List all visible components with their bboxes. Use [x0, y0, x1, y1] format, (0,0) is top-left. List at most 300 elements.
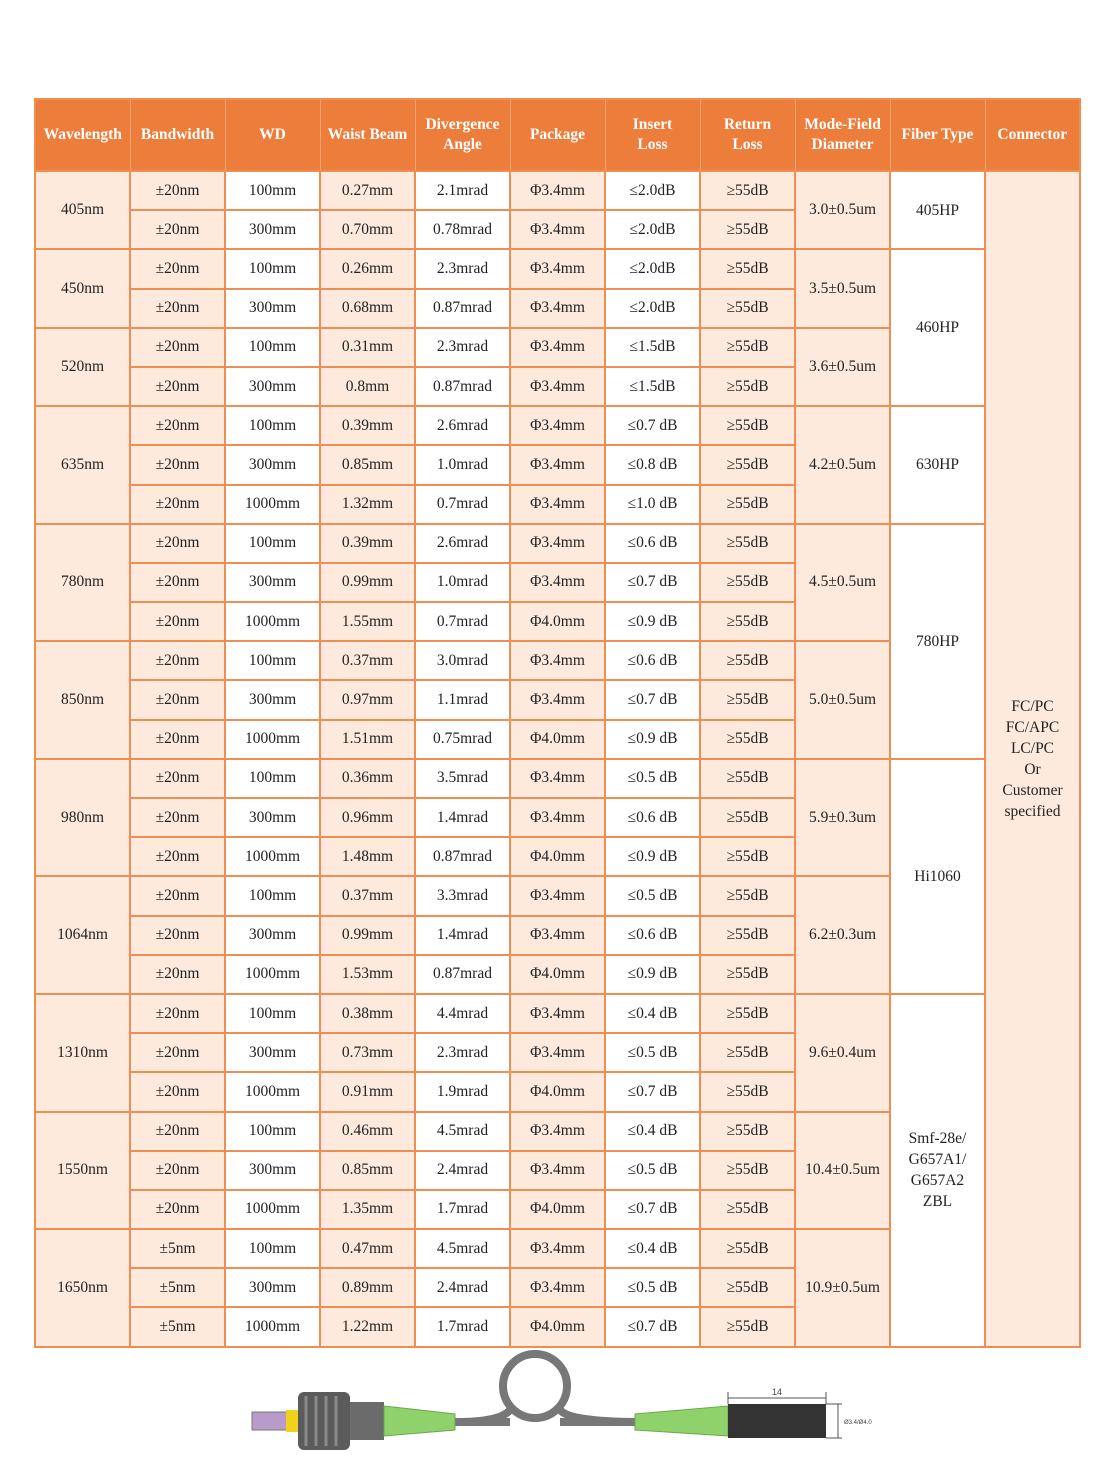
bandwidth-cell: ±20nm — [130, 289, 225, 328]
bandwidth-cell: ±20nm — [130, 837, 225, 876]
package-cell: Φ3.4mm — [510, 485, 605, 524]
insert-loss-cell: ≤2.0dB — [605, 210, 700, 249]
bandwidth-cell: ±20nm — [130, 210, 225, 249]
return-loss-cell: ≥55dB — [700, 406, 795, 445]
package-cell: Φ3.4mm — [510, 524, 605, 563]
waist-beam-cell: 1.51mm — [320, 720, 415, 759]
package-cell: Φ3.4mm — [510, 445, 605, 484]
connector-key — [286, 1410, 298, 1432]
wavelength-cell: 1310nm — [35, 994, 130, 1112]
package-cell: Φ3.4mm — [510, 289, 605, 328]
divergence-angle-cell: 4.5mrad — [415, 1229, 510, 1268]
insert-loss-cell: ≤0.7 dB — [605, 1307, 700, 1346]
bandwidth-cell: ±20nm — [130, 955, 225, 994]
bandwidth-cell: ±20nm — [130, 602, 225, 641]
waist-beam-cell: 0.37mm — [320, 876, 415, 915]
waist-beam-cell: 0.85mm — [320, 1151, 415, 1190]
wd-cell: 100mm — [225, 249, 320, 288]
divergence-angle-cell: 2.3mrad — [415, 1033, 510, 1072]
waist-beam-cell: 0.8mm — [320, 367, 415, 406]
divergence-angle-cell: 2.4mrad — [415, 1151, 510, 1190]
wd-cell: 1000mm — [225, 1190, 320, 1229]
return-loss-cell: ≥55dB — [700, 171, 795, 210]
dimension-label: 14 — [771, 1387, 783, 1397]
wd-cell: 300mm — [225, 445, 320, 484]
right-boot — [635, 1406, 728, 1436]
divergence-angle-cell: 1.9mrad — [415, 1072, 510, 1111]
insert-loss-cell: ≤0.5 dB — [605, 1151, 700, 1190]
bandwidth-cell: ±20nm — [130, 876, 225, 915]
cable-left — [455, 1418, 510, 1426]
return-loss-cell: ≥55dB — [700, 328, 795, 367]
return-loss-cell: ≥55dB — [700, 876, 795, 915]
cell-text-line: FC/APC — [1005, 718, 1060, 736]
package-cell: Φ3.4mm — [510, 328, 605, 367]
waist-beam-cell: 0.39mm — [320, 406, 415, 445]
return-loss-cell: ≥55dB — [700, 994, 795, 1033]
cell-text-line: Hi1060 — [914, 867, 961, 885]
cell-text-line: Bandwidth — [140, 126, 215, 143]
bandwidth-cell: ±20nm — [130, 485, 225, 524]
divergence-angle-cell: 3.5mrad — [415, 759, 510, 798]
waist-beam-cell: 0.26mm — [320, 249, 415, 288]
package-cell: Φ3.4mm — [510, 916, 605, 955]
divergence-angle-cell: 1.0mrad — [415, 563, 510, 602]
wavelength-cell: 780nm — [35, 524, 130, 642]
bandwidth-cell: ±20nm — [130, 1190, 225, 1229]
table-row — [35, 249, 1080, 288]
wd-cell: 1000mm — [225, 955, 320, 994]
bandwidth-cell: ±20nm — [130, 249, 225, 288]
cell-text-line: specified — [1004, 802, 1061, 820]
return-loss-cell: ≥55dB — [700, 1190, 795, 1229]
return-loss-cell: ≥55dB — [700, 1112, 795, 1151]
divergence-angle-cell: 0.87mrad — [415, 837, 510, 876]
column-header-waist-beam — [320, 99, 415, 171]
divergence-angle-cell: 0.7mrad — [415, 602, 510, 641]
divergence-angle-cell: 0.87mrad — [415, 289, 510, 328]
divergence-angle-cell: 2.6mrad — [415, 406, 510, 445]
cell-text-line: Divergence — [425, 116, 500, 133]
package-cell: Φ4.0mm — [510, 1307, 605, 1346]
return-loss-cell: ≥55dB — [700, 641, 795, 680]
cell-text-line: 630HP — [915, 456, 960, 474]
divergence-angle-cell: 0.7mrad — [415, 485, 510, 524]
cell-text-line: Fiber Type — [901, 126, 974, 143]
wd-cell: 100mm — [225, 171, 320, 210]
insert-loss-cell: ≤0.7 dB — [605, 406, 700, 445]
column-header-package — [510, 99, 605, 171]
insert-loss-cell: ≤0.7 dB — [605, 1190, 700, 1229]
package-cell: Φ3.4mm — [510, 759, 605, 798]
fiber-type-cell — [890, 994, 985, 1347]
return-loss-cell: ≥55dB — [700, 955, 795, 994]
insert-loss-cell: ≤0.4 dB — [605, 994, 700, 1033]
wd-cell: 1000mm — [225, 1072, 320, 1111]
waist-beam-cell: 1.35mm — [320, 1190, 415, 1229]
return-loss-cell: ≥55dB — [700, 1229, 795, 1268]
insert-loss-cell: ≤2.0dB — [605, 289, 700, 328]
fiber-collimator-figure — [240, 1340, 880, 1460]
mode-field-diameter-cell: 5.9±0.3um — [795, 759, 890, 877]
cell-text-line: Or — [1024, 760, 1041, 778]
package-cell: Φ4.0mm — [510, 837, 605, 876]
wd-cell: 100mm — [225, 759, 320, 798]
wd-cell: 300mm — [225, 210, 320, 249]
return-loss-cell: ≥55dB — [700, 1033, 795, 1072]
fiber-type-cell — [890, 171, 985, 249]
wavelength-cell: 1064nm — [35, 876, 130, 994]
bandwidth-cell: ±5nm — [130, 1229, 225, 1268]
waist-beam-cell: 0.70mm — [320, 210, 415, 249]
bandwidth-cell: ±20nm — [130, 641, 225, 680]
wavelength-cell: 1550nm — [35, 1112, 130, 1230]
divergence-angle-cell: 0.78mrad — [415, 210, 510, 249]
cell-text-line: Connector — [997, 126, 1068, 143]
package-cell: Φ3.4mm — [510, 1112, 605, 1151]
wavelength-cell: 980nm — [35, 759, 130, 877]
wd-cell: 300mm — [225, 367, 320, 406]
column-header-bandwidth — [130, 99, 225, 171]
divergence-angle-cell: 2.1mrad — [415, 171, 510, 210]
cell-text-line: Package — [529, 126, 586, 143]
package-cell: Φ3.4mm — [510, 406, 605, 445]
divergence-angle-cell: 1.0mrad — [415, 445, 510, 484]
return-loss-cell: ≥55dB — [700, 602, 795, 641]
column-header-fiber-type — [890, 99, 985, 171]
return-loss-cell: ≥55dB — [700, 680, 795, 719]
wd-cell: 1000mm — [225, 837, 320, 876]
mode-field-diameter-cell: 4.5±0.5um — [795, 524, 890, 642]
bandwidth-cell: ±20nm — [130, 916, 225, 955]
divergence-angle-cell: 1.4mrad — [415, 916, 510, 955]
package-cell: Φ3.4mm — [510, 641, 605, 680]
wd-cell: 100mm — [225, 328, 320, 367]
insert-loss-cell: ≤0.4 dB — [605, 1229, 700, 1268]
bandwidth-cell: ±20nm — [130, 563, 225, 602]
wavelength-cell: 450nm — [35, 249, 130, 327]
package-cell: Φ4.0mm — [510, 1072, 605, 1111]
package-cell: Φ4.0mm — [510, 720, 605, 759]
divergence-angle-cell: 1.4mrad — [415, 798, 510, 837]
return-loss-cell: ≥55dB — [700, 249, 795, 288]
package-cell: Φ3.4mm — [510, 1268, 605, 1307]
insert-loss-cell: ≤0.7 dB — [605, 563, 700, 602]
bandwidth-cell: ±20nm — [130, 759, 225, 798]
return-loss-cell: ≥55dB — [700, 720, 795, 759]
return-loss-cell: ≥55dB — [700, 1151, 795, 1190]
bandwidth-cell: ±20nm — [130, 1112, 225, 1151]
insert-loss-cell: ≤0.5 dB — [605, 876, 700, 915]
waist-beam-cell: 0.46mm — [320, 1112, 415, 1151]
bandwidth-cell: ±20nm — [130, 1033, 225, 1072]
insert-loss-cell: ≤0.7 dB — [605, 680, 700, 719]
cell-text-line: 405HP — [915, 201, 960, 219]
mode-field-diameter-cell: 10.9±0.5um — [795, 1229, 890, 1347]
insert-loss-cell: ≤0.6 dB — [605, 524, 700, 563]
wd-cell: 100mm — [225, 641, 320, 680]
return-loss-cell: ≥55dB — [700, 367, 795, 406]
insert-loss-cell: ≤0.9 dB — [605, 837, 700, 876]
waist-beam-cell: 0.99mm — [320, 563, 415, 602]
cell-text-line: Loss — [732, 136, 763, 153]
return-loss-cell: ≥55dB — [700, 759, 795, 798]
package-cell: Φ3.4mm — [510, 563, 605, 602]
cell-text-line: Waist Beam — [327, 126, 408, 143]
fiber-type-cell — [890, 524, 985, 759]
cell-text-line: Smf-28e/ — [908, 1130, 967, 1148]
waist-beam-cell: 1.53mm — [320, 955, 415, 994]
left-boot — [384, 1406, 455, 1436]
waist-beam-cell: 0.38mm — [320, 994, 415, 1033]
column-header-connector — [985, 99, 1080, 171]
package-cell: Φ3.4mm — [510, 994, 605, 1033]
waist-beam-cell: 0.39mm — [320, 524, 415, 563]
spec-table — [34, 98, 1081, 1348]
wd-cell: 1000mm — [225, 720, 320, 759]
fiber-type-cell — [890, 759, 985, 994]
waist-beam-cell: 0.31mm — [320, 328, 415, 367]
column-header-insert-loss — [605, 99, 700, 171]
cell-text-line: G657A1/ — [908, 1151, 967, 1169]
wavelength-cell: 520nm — [35, 328, 130, 406]
package-cell: Φ3.4mm — [510, 171, 605, 210]
waist-beam-cell: 0.96mm — [320, 798, 415, 837]
divergence-angle-cell: 0.87mrad — [415, 955, 510, 994]
cell-text-line: Diameter — [811, 136, 874, 153]
divergence-angle-cell: 0.75mrad — [415, 720, 510, 759]
package-cell: Φ3.4mm — [510, 1229, 605, 1268]
collimator-tube — [728, 1404, 826, 1438]
bandwidth-cell: ±20nm — [130, 171, 225, 210]
table-body — [35, 171, 1080, 1347]
waist-beam-cell: 1.22mm — [320, 1307, 415, 1346]
cell-text-line: 460HP — [915, 319, 960, 337]
divergence-angle-cell: 1.1mrad — [415, 680, 510, 719]
insert-loss-cell: ≤2.0dB — [605, 249, 700, 288]
waist-beam-cell: 0.36mm — [320, 759, 415, 798]
divergence-angle-cell: 2.4mrad — [415, 1268, 510, 1307]
divergence-angle-cell: 1.7mrad — [415, 1190, 510, 1229]
wd-cell: 100mm — [225, 1112, 320, 1151]
insert-loss-cell: ≤0.9 dB — [605, 602, 700, 641]
insert-loss-cell: ≤0.6 dB — [605, 798, 700, 837]
bandwidth-cell: ±20nm — [130, 1072, 225, 1111]
bandwidth-cell: ±5nm — [130, 1307, 225, 1346]
package-cell: Φ4.0mm — [510, 602, 605, 641]
return-loss-cell: ≥55dB — [700, 445, 795, 484]
waist-beam-cell: 0.91mm — [320, 1072, 415, 1111]
return-loss-cell: ≥55dB — [700, 563, 795, 602]
insert-loss-cell: ≤0.9 dB — [605, 720, 700, 759]
wavelength-cell: 635nm — [35, 406, 130, 524]
wd-cell: 100mm — [225, 406, 320, 445]
cell-text-line: G657A2 — [910, 1172, 965, 1190]
package-cell: Φ3.4mm — [510, 876, 605, 915]
mode-field-diameter-cell: 3.5±0.5um — [795, 249, 890, 327]
waist-beam-cell: 1.48mm — [320, 837, 415, 876]
cell-text-line: LC/PC — [1010, 739, 1055, 757]
package-cell: Φ3.4mm — [510, 367, 605, 406]
connector-body — [350, 1402, 384, 1440]
wd-cell: 100mm — [225, 524, 320, 563]
return-loss-cell: ≥55dB — [700, 798, 795, 837]
insert-loss-cell: ≤0.6 dB — [605, 641, 700, 680]
insert-loss-cell: ≤0.5 dB — [605, 1268, 700, 1307]
wd-cell: 300mm — [225, 798, 320, 837]
return-loss-cell: ≥55dB — [700, 1268, 795, 1307]
wd-cell: 300mm — [225, 1268, 320, 1307]
cell-text-line: WD — [259, 126, 286, 143]
table-row — [35, 171, 1080, 210]
mode-field-diameter-cell: 3.0±0.5um — [795, 171, 890, 249]
insert-loss-cell: ≤0.6 dB — [605, 916, 700, 955]
cable-loop — [503, 1354, 567, 1418]
wd-cell: 300mm — [225, 563, 320, 602]
fiber-type-cell — [890, 406, 985, 524]
diameter-label: Ø3.4/Ø4.0 — [844, 1420, 872, 1426]
insert-loss-cell: ≤0.5 dB — [605, 1033, 700, 1072]
bandwidth-cell: ±20nm — [130, 720, 225, 759]
waist-beam-cell: 0.68mm — [320, 289, 415, 328]
cell-text-line: Return — [723, 116, 772, 133]
fiber-type-cell — [890, 249, 985, 406]
waist-beam-cell: 1.55mm — [320, 602, 415, 641]
bandwidth-cell: ±20nm — [130, 445, 225, 484]
wd-cell: 1000mm — [225, 1307, 320, 1346]
return-loss-cell: ≥55dB — [700, 210, 795, 249]
cell-text-line: 780HP — [915, 632, 960, 650]
package-cell: Φ3.4mm — [510, 680, 605, 719]
waist-beam-cell: 0.89mm — [320, 1268, 415, 1307]
table-row — [35, 994, 1080, 1033]
wavelength-cell: 405nm — [35, 171, 130, 249]
package-cell: Φ3.4mm — [510, 210, 605, 249]
mode-field-diameter-cell: 9.6±0.4um — [795, 994, 890, 1112]
wd-cell: 1000mm — [225, 485, 320, 524]
package-cell: Φ4.0mm — [510, 1190, 605, 1229]
wd-cell: 300mm — [225, 289, 320, 328]
divergence-angle-cell: 3.0mrad — [415, 641, 510, 680]
insert-loss-cell: ≤1.5dB — [605, 328, 700, 367]
column-header-mode-field-diameter — [795, 99, 890, 171]
cell-text-line: Customer — [1002, 781, 1063, 799]
divergence-angle-cell: 2.6mrad — [415, 524, 510, 563]
waist-beam-cell: 0.37mm — [320, 641, 415, 680]
bandwidth-cell: ±20nm — [130, 994, 225, 1033]
insert-loss-cell: ≤0.9 dB — [605, 955, 700, 994]
cell-text-line: Wavelength — [43, 126, 122, 143]
divergence-angle-cell: 1.7mrad — [415, 1307, 510, 1346]
mode-field-diameter-cell: 4.2±0.5um — [795, 406, 890, 524]
mode-field-diameter-cell: 6.2±0.3um — [795, 876, 890, 994]
package-cell: Φ3.4mm — [510, 249, 605, 288]
wd-cell: 100mm — [225, 1229, 320, 1268]
bandwidth-cell: ±20nm — [130, 328, 225, 367]
wd-cell: 300mm — [225, 1151, 320, 1190]
mode-field-diameter-cell: 10.4±0.5um — [795, 1112, 890, 1230]
wd-cell: 300mm — [225, 680, 320, 719]
bandwidth-cell: ±20nm — [130, 406, 225, 445]
bandwidth-cell: ±20nm — [130, 798, 225, 837]
return-loss-cell: ≥55dB — [700, 837, 795, 876]
column-header-wavelength — [35, 99, 130, 171]
return-loss-cell: ≥55dB — [700, 485, 795, 524]
return-loss-cell: ≥55dB — [700, 916, 795, 955]
return-loss-cell: ≥55dB — [700, 289, 795, 328]
divergence-angle-cell: 0.87mrad — [415, 367, 510, 406]
return-loss-cell: ≥55dB — [700, 1072, 795, 1111]
connector-cell — [985, 171, 1080, 1347]
wd-cell: 100mm — [225, 876, 320, 915]
mode-field-diameter-cell: 5.0±0.5um — [795, 641, 890, 759]
table-header-row — [35, 99, 1080, 171]
waist-beam-cell: 1.32mm — [320, 485, 415, 524]
wd-cell: 100mm — [225, 994, 320, 1033]
insert-loss-cell: ≤1.0 dB — [605, 485, 700, 524]
divergence-angle-cell: 4.4mrad — [415, 994, 510, 1033]
waist-beam-cell: 0.85mm — [320, 445, 415, 484]
bandwidth-cell: ±20nm — [130, 367, 225, 406]
divergence-angle-cell: 3.3mrad — [415, 876, 510, 915]
bandwidth-cell: ±20nm — [130, 680, 225, 719]
divergence-angle-cell: 2.3mrad — [415, 249, 510, 288]
wd-cell: 1000mm — [225, 602, 320, 641]
waist-beam-cell: 0.97mm — [320, 680, 415, 719]
mode-field-diameter-cell: 3.6±0.5um — [795, 328, 890, 406]
wavelength-cell: 1650nm — [35, 1229, 130, 1347]
bandwidth-cell: ±20nm — [130, 1151, 225, 1190]
spec-table-container — [34, 98, 1079, 1348]
insert-loss-cell: ≤0.5 dB — [605, 759, 700, 798]
cell-text-line: Mode-Field — [804, 116, 881, 133]
return-loss-cell: ≥55dB — [700, 1307, 795, 1346]
cell-text-line: Loss — [637, 136, 668, 153]
insert-loss-cell: ≤0.4 dB — [605, 1112, 700, 1151]
divergence-angle-cell: 2.3mrad — [415, 328, 510, 367]
insert-loss-cell: ≤1.5dB — [605, 367, 700, 406]
wd-cell: 300mm — [225, 916, 320, 955]
cable-right — [560, 1418, 635, 1426]
column-header-return-loss — [700, 99, 795, 171]
package-cell: Φ3.4mm — [510, 798, 605, 837]
column-header-divergence-angle — [415, 99, 510, 171]
wavelength-cell: 850nm — [35, 641, 130, 759]
package-cell: Φ3.4mm — [510, 1033, 605, 1072]
column-header-wd — [225, 99, 320, 171]
divergence-angle-cell: 4.5mrad — [415, 1112, 510, 1151]
waist-beam-cell: 0.27mm — [320, 171, 415, 210]
table-row — [35, 524, 1080, 563]
insert-loss-cell: ≤2.0dB — [605, 171, 700, 210]
wd-cell: 300mm — [225, 1033, 320, 1072]
insert-loss-cell: ≤0.8 dB — [605, 445, 700, 484]
return-loss-cell: ≥55dB — [700, 524, 795, 563]
bandwidth-cell: ±20nm — [130, 524, 225, 563]
package-cell: Φ3.4mm — [510, 1151, 605, 1190]
table-row — [35, 406, 1080, 445]
cell-text-line: Angle — [443, 136, 482, 153]
package-cell: Φ4.0mm — [510, 955, 605, 994]
insert-loss-cell: ≤0.7 dB — [605, 1072, 700, 1111]
waist-beam-cell: 0.47mm — [320, 1229, 415, 1268]
cell-text-line: ZBL — [922, 1193, 953, 1211]
waist-beam-cell: 0.99mm — [320, 916, 415, 955]
cell-text-line: FC/PC — [1011, 697, 1054, 715]
bandwidth-cell: ±5nm — [130, 1268, 225, 1307]
cell-text-line: Insert — [632, 116, 673, 133]
waist-beam-cell: 0.73mm — [320, 1033, 415, 1072]
